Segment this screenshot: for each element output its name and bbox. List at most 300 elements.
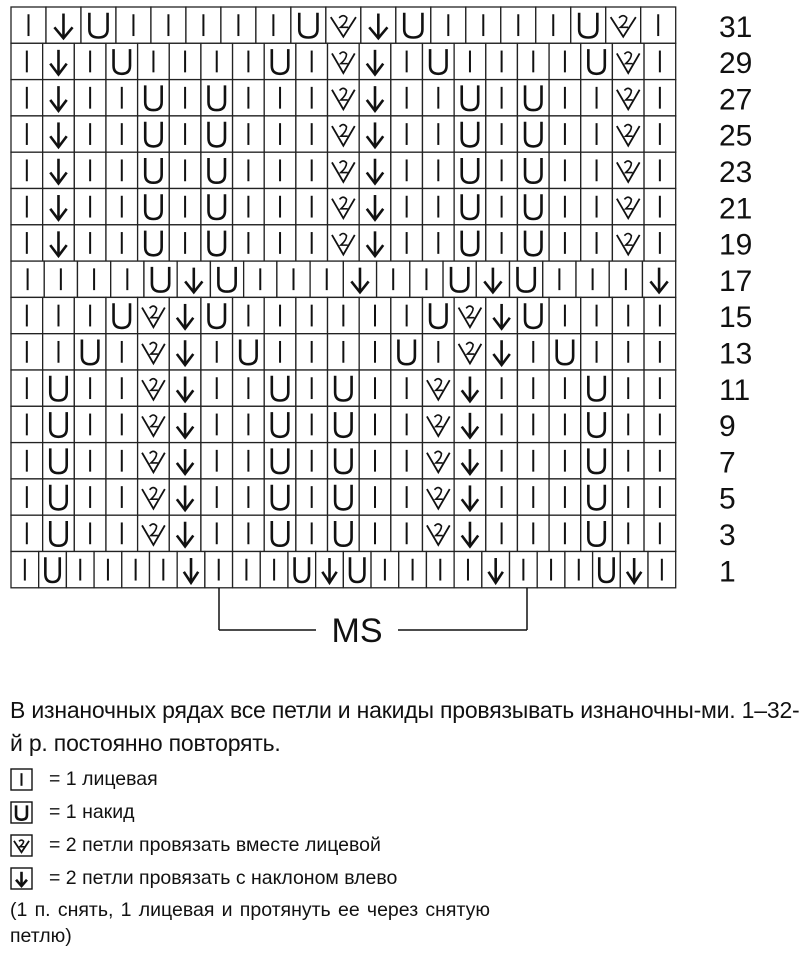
knit-cell bbox=[426, 552, 454, 588]
knit-cell bbox=[644, 370, 676, 406]
knit-cell bbox=[644, 443, 676, 479]
knit-cell bbox=[233, 297, 265, 333]
row-number: 17 bbox=[719, 264, 753, 298]
legend-label-ssk: = 2 петли провязать с наклоном влево bbox=[49, 867, 398, 889]
knit-cell bbox=[391, 80, 423, 116]
knit-cell bbox=[11, 297, 43, 333]
knit-cell bbox=[296, 479, 328, 515]
knit-cell bbox=[74, 479, 106, 515]
knit-cell bbox=[648, 552, 676, 588]
k2tog-cell bbox=[612, 189, 644, 225]
yarn-over-cell bbox=[264, 479, 296, 515]
knit-cell bbox=[94, 552, 122, 588]
yarn-over-cell bbox=[138, 225, 170, 261]
row-number: 5 bbox=[719, 482, 736, 516]
ssk-cell bbox=[43, 116, 75, 152]
knit-cell bbox=[11, 43, 43, 79]
knit-cell bbox=[11, 80, 43, 116]
knit-cell bbox=[391, 189, 423, 225]
ssk-cell bbox=[177, 261, 210, 297]
knit-cell bbox=[536, 7, 571, 43]
knit-cell bbox=[106, 406, 138, 442]
knit-cell bbox=[486, 515, 518, 551]
knit-cell bbox=[11, 116, 43, 152]
legend-item-k2tog bbox=[10, 829, 805, 862]
knit-cell bbox=[486, 189, 518, 225]
legend-label-yarn-over: = 1 накид bbox=[49, 801, 135, 823]
knit-cell bbox=[111, 261, 144, 297]
knit-cell bbox=[74, 370, 106, 406]
legend-item-ssk bbox=[10, 862, 805, 895]
yarn-over-cell bbox=[454, 189, 486, 225]
ssk-cell bbox=[454, 479, 486, 515]
knit-cell bbox=[74, 225, 106, 261]
ssk-cell bbox=[169, 334, 201, 370]
k2tog-cell bbox=[138, 370, 170, 406]
yarn-over-cell bbox=[593, 552, 621, 588]
knit-cell bbox=[201, 370, 233, 406]
knit-cell bbox=[233, 443, 265, 479]
knit-cell bbox=[11, 334, 43, 370]
knit-cell bbox=[74, 43, 106, 79]
knit-cell bbox=[106, 479, 138, 515]
yarn-over-cell bbox=[201, 152, 233, 188]
ssk-cell bbox=[43, 152, 75, 188]
knit-cell bbox=[11, 7, 46, 43]
knit-cell bbox=[11, 189, 43, 225]
yarn-over-cell bbox=[201, 80, 233, 116]
knit-cell bbox=[221, 7, 256, 43]
yarn-over-cell bbox=[264, 370, 296, 406]
knit-cell bbox=[576, 261, 609, 297]
knit-cell bbox=[74, 80, 106, 116]
ssk-cell bbox=[359, 189, 391, 225]
knit-cell bbox=[264, 116, 296, 152]
yarn-over-cell bbox=[43, 479, 75, 515]
knit-cell bbox=[122, 552, 150, 588]
yarn-over-cell bbox=[581, 43, 613, 79]
yarn-over-cell bbox=[264, 43, 296, 79]
k2tog-cell bbox=[612, 225, 644, 261]
ssk-cell bbox=[454, 370, 486, 406]
knit-cell bbox=[233, 370, 265, 406]
knit-cell bbox=[486, 370, 518, 406]
ssk-cell bbox=[486, 297, 518, 333]
knit-cell bbox=[543, 261, 576, 297]
k2tog-cell bbox=[612, 80, 644, 116]
knit-cell bbox=[264, 189, 296, 225]
knit-cell bbox=[486, 443, 518, 479]
yarn-over-cell bbox=[144, 261, 177, 297]
knit-cell bbox=[612, 297, 644, 333]
knit-cell bbox=[644, 334, 676, 370]
yarn-over-cell bbox=[454, 80, 486, 116]
row-number: 7 bbox=[719, 446, 736, 480]
k2tog-cell bbox=[138, 515, 170, 551]
row-number: 23 bbox=[719, 155, 753, 189]
yarn-over-cell bbox=[201, 116, 233, 152]
ssk-cell bbox=[43, 80, 75, 116]
knit-cell bbox=[264, 80, 296, 116]
k2tog-cell bbox=[328, 116, 360, 152]
ssk-cell bbox=[169, 370, 201, 406]
knit-cell bbox=[264, 225, 296, 261]
knit-cell bbox=[517, 43, 549, 79]
knit-cell bbox=[296, 189, 328, 225]
legend-note: (1 п. снять, 1 лицевая и протянуть ее через снятую петлю) bbox=[10, 899, 490, 947]
row-number: 31 bbox=[719, 10, 753, 44]
knit-cell bbox=[517, 443, 549, 479]
knit-cell bbox=[233, 80, 265, 116]
knit-cell bbox=[549, 515, 581, 551]
k2tog-cell bbox=[422, 515, 454, 551]
knit-cell bbox=[581, 80, 613, 116]
knit-cell bbox=[169, 80, 201, 116]
knit-cell bbox=[151, 7, 186, 43]
knit-cell bbox=[296, 80, 328, 116]
k2tog-cell bbox=[328, 152, 360, 188]
ssk-cell bbox=[343, 261, 376, 297]
knit-cell bbox=[106, 80, 138, 116]
knit-cell bbox=[549, 406, 581, 442]
knit-cell bbox=[43, 297, 75, 333]
row-number: 3 bbox=[719, 518, 736, 552]
yarn-over-cell bbox=[454, 152, 486, 188]
yarn-over-cell bbox=[517, 116, 549, 152]
legend-item-knit bbox=[10, 763, 805, 796]
ssk-cell bbox=[454, 443, 486, 479]
ssk-cell bbox=[359, 43, 391, 79]
legend-item-yarn-over bbox=[10, 796, 805, 829]
knit-cell bbox=[106, 152, 138, 188]
k2tog-cell bbox=[326, 7, 361, 43]
knit-cell bbox=[377, 261, 410, 297]
yarn-over-cell bbox=[443, 261, 476, 297]
yarn-over-cell bbox=[43, 443, 75, 479]
knit-cell bbox=[233, 552, 261, 588]
knit-cell bbox=[644, 189, 676, 225]
knit-cell bbox=[549, 443, 581, 479]
ssk-cell bbox=[454, 515, 486, 551]
knit-cell bbox=[422, 152, 454, 188]
knit-cell bbox=[486, 406, 518, 442]
row-number: 9 bbox=[719, 410, 736, 444]
knit-cell bbox=[106, 370, 138, 406]
ssk-cell bbox=[46, 7, 81, 43]
knit-cell bbox=[359, 370, 391, 406]
knit-cell bbox=[644, 479, 676, 515]
knit-cell bbox=[11, 515, 43, 551]
knit-cell bbox=[371, 552, 399, 588]
row-number: 21 bbox=[719, 192, 753, 226]
knit-cell bbox=[644, 116, 676, 152]
yarn-over-cell bbox=[74, 334, 106, 370]
knit-cell bbox=[74, 189, 106, 225]
knit-cell bbox=[106, 189, 138, 225]
knit-cell bbox=[328, 334, 360, 370]
k2tog-cell bbox=[454, 297, 486, 333]
row-number: 25 bbox=[719, 119, 753, 153]
knit-cell bbox=[106, 515, 138, 551]
knit-cell bbox=[74, 152, 106, 188]
knit-cell bbox=[517, 370, 549, 406]
yarn-over-cell bbox=[264, 515, 296, 551]
knit-cell bbox=[233, 479, 265, 515]
yarn-over-cell bbox=[510, 261, 543, 297]
yarn-over-cell bbox=[396, 7, 431, 43]
k2tog-cell bbox=[138, 479, 170, 515]
knit-cell bbox=[74, 297, 106, 333]
yarn-over-cell bbox=[328, 515, 360, 551]
knit-cell bbox=[391, 43, 423, 79]
legend bbox=[10, 763, 805, 949]
knit-cell bbox=[549, 116, 581, 152]
knit-cell bbox=[233, 116, 265, 152]
knit-cell bbox=[422, 334, 454, 370]
ssk-cell bbox=[43, 225, 75, 261]
knit-cell bbox=[244, 261, 277, 297]
knit-cell bbox=[74, 116, 106, 152]
yarn-over-cell bbox=[549, 334, 581, 370]
knit-cell bbox=[11, 261, 44, 297]
knit-cell bbox=[391, 225, 423, 261]
knit-cell bbox=[11, 406, 43, 442]
knit-cell bbox=[549, 297, 581, 333]
knit-cell bbox=[517, 515, 549, 551]
knit-cell bbox=[581, 334, 613, 370]
knit-cell bbox=[612, 479, 644, 515]
knit-cell bbox=[644, 152, 676, 188]
yarn-over-cell bbox=[210, 261, 243, 297]
ssk-cell bbox=[454, 406, 486, 442]
ssk-cell bbox=[359, 80, 391, 116]
knit-cell bbox=[11, 443, 43, 479]
knit-cell bbox=[391, 116, 423, 152]
knit-cell bbox=[612, 515, 644, 551]
knit-cell bbox=[296, 116, 328, 152]
yarn-over-cell bbox=[328, 479, 360, 515]
knit-cell bbox=[169, 43, 201, 79]
knit-cell bbox=[11, 152, 43, 188]
knit-cell bbox=[296, 297, 328, 333]
yarn-over-cell bbox=[454, 116, 486, 152]
knit-cell bbox=[359, 515, 391, 551]
knit-cell bbox=[486, 479, 518, 515]
knit-cell bbox=[644, 406, 676, 442]
knit-cell bbox=[201, 479, 233, 515]
knit-cell bbox=[106, 334, 138, 370]
legend-label-knit: = 1 лицевая bbox=[49, 768, 158, 790]
k2tog-cell bbox=[328, 189, 360, 225]
knit-cell bbox=[422, 116, 454, 152]
k2tog-cell bbox=[422, 406, 454, 442]
yarn-over-cell bbox=[201, 189, 233, 225]
yarn-over-cell bbox=[138, 152, 170, 188]
row-number: 27 bbox=[719, 83, 753, 117]
k2tog-cell bbox=[138, 406, 170, 442]
knit-cell bbox=[537, 552, 565, 588]
yarn-over-cell bbox=[201, 225, 233, 261]
yarn-over-cell bbox=[343, 552, 371, 588]
ssk-cell bbox=[177, 552, 205, 588]
ssk-cell bbox=[476, 261, 509, 297]
knit-cell bbox=[296, 406, 328, 442]
knit-cell bbox=[296, 515, 328, 551]
knit-cell bbox=[66, 552, 94, 588]
yarn-over-cell bbox=[422, 297, 454, 333]
yarn-over-cell bbox=[581, 443, 613, 479]
knit-cell bbox=[581, 297, 613, 333]
knit-cell bbox=[486, 43, 518, 79]
knit-cell bbox=[549, 152, 581, 188]
knit-cell bbox=[644, 225, 676, 261]
knit-cell bbox=[169, 189, 201, 225]
instructions-text: В изнаночных рядах все петли и накиды провязывать изнаночны-ми. 1–32-й р. постоянно повторять. bbox=[10, 697, 800, 756]
yarn-over-cell bbox=[264, 406, 296, 442]
yarn-over-cell bbox=[43, 406, 75, 442]
yarn-over-cell bbox=[581, 479, 613, 515]
knit-cell bbox=[391, 406, 423, 442]
ssk-symbol-icon bbox=[10, 867, 33, 890]
knit-cell bbox=[77, 261, 110, 297]
k2tog-cell bbox=[612, 43, 644, 79]
knit-cell bbox=[201, 515, 233, 551]
knit-cell bbox=[277, 261, 310, 297]
knit-cell bbox=[74, 443, 106, 479]
k2tog-cell bbox=[612, 152, 644, 188]
yarn-over-cell bbox=[138, 189, 170, 225]
knit-cell bbox=[549, 225, 581, 261]
yarn-over-cell bbox=[43, 515, 75, 551]
knit-cell bbox=[644, 80, 676, 116]
knit-cell bbox=[549, 80, 581, 116]
knit-cell bbox=[186, 7, 221, 43]
knit-cell bbox=[641, 7, 676, 43]
yarn-over-cell bbox=[288, 552, 316, 588]
knit-cell bbox=[517, 406, 549, 442]
k2tog-symbol-icon bbox=[10, 834, 33, 857]
knit-cell bbox=[422, 80, 454, 116]
knit-cell bbox=[296, 152, 328, 188]
knit-cell bbox=[422, 189, 454, 225]
knit-cell bbox=[116, 7, 151, 43]
knit-cell bbox=[11, 479, 43, 515]
knit-cell bbox=[549, 43, 581, 79]
row-number: 1 bbox=[719, 555, 736, 589]
k2tog-cell bbox=[422, 443, 454, 479]
knit-cell bbox=[581, 152, 613, 188]
knit-cell bbox=[359, 443, 391, 479]
knit-cell bbox=[510, 552, 538, 588]
knit-cell bbox=[233, 225, 265, 261]
knit-cell bbox=[74, 406, 106, 442]
k2tog-cell bbox=[138, 443, 170, 479]
yarn-over-cell bbox=[43, 370, 75, 406]
knit-cell bbox=[296, 225, 328, 261]
knit-cell bbox=[328, 297, 360, 333]
knit-cell bbox=[359, 297, 391, 333]
yarn-over-symbol-icon bbox=[10, 801, 33, 824]
yarn-over-cell bbox=[454, 225, 486, 261]
knit-cell bbox=[233, 43, 265, 79]
knit-cell bbox=[264, 297, 296, 333]
ssk-cell bbox=[169, 406, 201, 442]
k2tog-cell bbox=[612, 116, 644, 152]
knit-cell bbox=[486, 80, 518, 116]
knit-cell bbox=[581, 116, 613, 152]
knit-cell bbox=[106, 443, 138, 479]
knit-cell bbox=[486, 225, 518, 261]
row-number: 13 bbox=[719, 337, 753, 371]
k2tog-cell bbox=[328, 225, 360, 261]
yarn-over-cell bbox=[517, 297, 549, 333]
knit-cell bbox=[296, 334, 328, 370]
knit-cell bbox=[431, 7, 466, 43]
knit-cell bbox=[454, 43, 486, 79]
k2tog-cell bbox=[422, 479, 454, 515]
knit-cell bbox=[201, 406, 233, 442]
knit-cell bbox=[466, 7, 501, 43]
knit-cell bbox=[169, 152, 201, 188]
yarn-over-cell bbox=[233, 334, 265, 370]
knit-cell bbox=[644, 515, 676, 551]
yarn-over-cell bbox=[581, 370, 613, 406]
knit-cell bbox=[549, 189, 581, 225]
yarn-over-cell bbox=[39, 552, 67, 588]
legend-label-k2tog: = 2 петли провязать вместе лицевой bbox=[49, 834, 381, 856]
knit-cell bbox=[581, 225, 613, 261]
yarn-over-cell bbox=[81, 7, 116, 43]
knit-cell bbox=[233, 152, 265, 188]
ssk-cell bbox=[43, 189, 75, 225]
k2tog-cell bbox=[606, 7, 641, 43]
k2tog-cell bbox=[328, 80, 360, 116]
knit-cell bbox=[264, 334, 296, 370]
row-number: 11 bbox=[719, 373, 751, 407]
k2tog-cell bbox=[138, 297, 170, 333]
yarn-over-cell bbox=[264, 443, 296, 479]
yarn-over-cell bbox=[328, 443, 360, 479]
k2tog-cell bbox=[422, 370, 454, 406]
knit-cell bbox=[205, 552, 233, 588]
row-number: 15 bbox=[719, 301, 753, 335]
row-number: 29 bbox=[719, 47, 753, 81]
ssk-cell bbox=[359, 152, 391, 188]
knit-cell bbox=[612, 370, 644, 406]
knit-cell bbox=[201, 43, 233, 79]
knit-cell bbox=[256, 7, 291, 43]
knit-cell bbox=[549, 479, 581, 515]
k2tog-cell bbox=[328, 43, 360, 79]
knit-cell bbox=[43, 334, 75, 370]
knit-cell bbox=[310, 261, 343, 297]
ssk-cell bbox=[482, 552, 510, 588]
knit-cell bbox=[233, 515, 265, 551]
knit-cell bbox=[644, 43, 676, 79]
knit-cell bbox=[149, 552, 177, 588]
knit-cell bbox=[391, 515, 423, 551]
knit-cell bbox=[359, 334, 391, 370]
yarn-over-cell bbox=[201, 297, 233, 333]
knit-cell bbox=[391, 479, 423, 515]
ssk-cell bbox=[169, 443, 201, 479]
yarn-over-cell bbox=[328, 406, 360, 442]
knit-symbol-icon bbox=[10, 768, 33, 791]
knit-cell bbox=[296, 443, 328, 479]
yarn-over-cell bbox=[391, 334, 423, 370]
knit-cell bbox=[260, 552, 288, 588]
knit-cell bbox=[565, 552, 593, 588]
